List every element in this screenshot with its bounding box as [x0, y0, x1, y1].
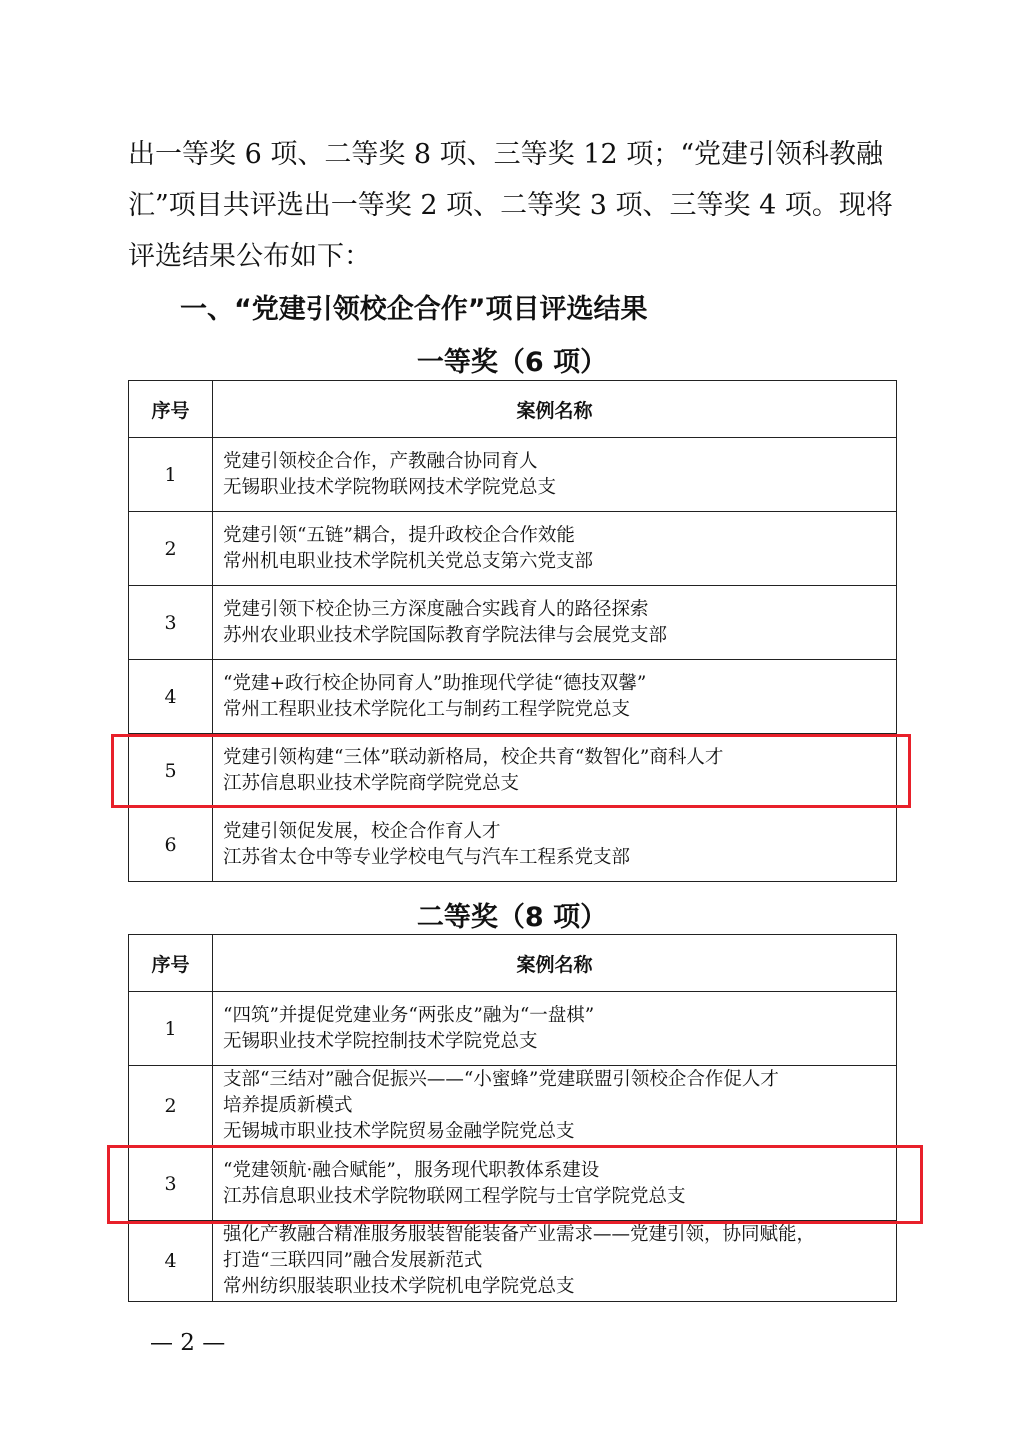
- row-index: 4: [129, 660, 213, 734]
- row-index: 3: [129, 1147, 213, 1221]
- row-index: 2: [129, 512, 213, 586]
- case-cell: [213, 992, 897, 1066]
- first-prize-title: 一等奖（6 项）: [416, 347, 608, 378]
- table-row: [129, 660, 897, 734]
- header-index: 序号: [129, 935, 213, 992]
- table-row: [129, 1066, 897, 1147]
- case-cell: [213, 660, 897, 734]
- header-index: 序号: [129, 381, 213, 438]
- case-unit: 常州纺织服装职业技术学院机电学院党总支: [223, 1276, 575, 1297]
- case-name-continued: 培养提质新模式: [223, 1095, 353, 1116]
- case-unit: 无锡职业技术学院控制技术学院党总支: [223, 1030, 538, 1052]
- case-name: “党建领航·融合赋能”，服务现代职教体系建设: [223, 1159, 600, 1181]
- intro-line: 评选结果公布如下：: [128, 241, 371, 272]
- table-header-row: [129, 935, 897, 992]
- table-row: [129, 992, 897, 1066]
- second-prize-table: [128, 934, 897, 1302]
- page-number: — 2 —: [150, 1330, 226, 1356]
- case-name: 强化产教融合精准服务服装智能装备产业需求——党建引领，协同赋能，: [223, 1224, 816, 1245]
- second-prize-title: 二等奖（8 项）: [416, 902, 608, 933]
- case-name: 党建引领校企合作，产教融合协同育人: [223, 450, 538, 472]
- case-unit: 江苏信息职业技术学院商学院党总支: [223, 772, 520, 794]
- row-index: 4: [129, 1221, 213, 1302]
- intro-line: 汇”项目共评选出一等奖 2 项、二等奖 3 项、三等奖 4 项。现将: [128, 190, 893, 221]
- case-cell: [213, 1221, 897, 1302]
- case-name: 党建引领“五链”耦合，提升政校企合作效能: [223, 524, 575, 546]
- case-unit: 常州工程职业技术学院化工与制药工程学院党总支: [223, 698, 631, 720]
- row-index: 6: [129, 808, 213, 882]
- table-row: [129, 438, 897, 512]
- case-unit: 常州机电职业技术学院机关党总支第六党支部: [223, 550, 594, 572]
- case-cell: [213, 586, 897, 660]
- case-name-continued: 打造“三联四同”融合发展新范式: [223, 1250, 483, 1271]
- table-row: [129, 512, 897, 586]
- row-index: 2: [129, 1066, 213, 1147]
- case-unit: 苏州农业职业技术学院国际教育学院法律与会展党支部: [223, 624, 668, 646]
- header-case: 案例名称: [213, 935, 897, 992]
- case-cell: [213, 438, 897, 512]
- table-row: [129, 808, 897, 882]
- section-heading: 一、“党建引领校企合作”项目评选结果: [180, 294, 648, 325]
- row-index: 1: [129, 438, 213, 512]
- case-cell: [213, 1066, 897, 1147]
- highlight-box-first-prize-row-5: [111, 734, 911, 808]
- row-index: 5: [129, 734, 213, 808]
- case-name: “党建+政行校企协同育人”助推现代学徒“德技双馨”: [223, 672, 647, 694]
- case-unit: 江苏信息职业技术学院物联网工程学院与士官学院党总支: [223, 1185, 686, 1207]
- case-name: 支部“三结对”融合促振兴——“小蜜蜂”党建联盟引领校企合作促人才: [223, 1069, 779, 1090]
- intro-paragraph: [128, 129, 900, 282]
- intro-line: 出一等奖 6 项、二等奖 8 项、三等奖 12 项；“党建引领科教融: [128, 139, 884, 170]
- case-cell: [213, 808, 897, 882]
- highlight-box-second-prize-row-3: [107, 1145, 923, 1224]
- table-row: [129, 586, 897, 660]
- case-name: 党建引领促发展，校企合作育人才: [223, 820, 501, 842]
- header-case: 案例名称: [213, 381, 897, 438]
- row-index: 3: [129, 586, 213, 660]
- case-cell: [213, 512, 897, 586]
- case-name: 党建引领下校企协三方深度融合实践育人的路径探索: [223, 598, 649, 620]
- case-unit: 无锡职业技术学院物联网技术学院党总支: [223, 476, 557, 498]
- case-unit: 江苏省太仓中等专业学校电气与汽车工程系党支部: [223, 846, 631, 868]
- case-name: “四筑”并提促党建业务“两张皮”融为“一盘棋”: [223, 1004, 595, 1026]
- table-row: [129, 1221, 897, 1302]
- table-header-row: [129, 381, 897, 438]
- case-unit: 无锡城市职业技术学院贸易金融学院党总支: [223, 1121, 575, 1142]
- row-index: 1: [129, 992, 213, 1066]
- case-name: 党建引领构建“三体”联动新格局，校企共育“数智化”商科人才: [223, 746, 724, 768]
